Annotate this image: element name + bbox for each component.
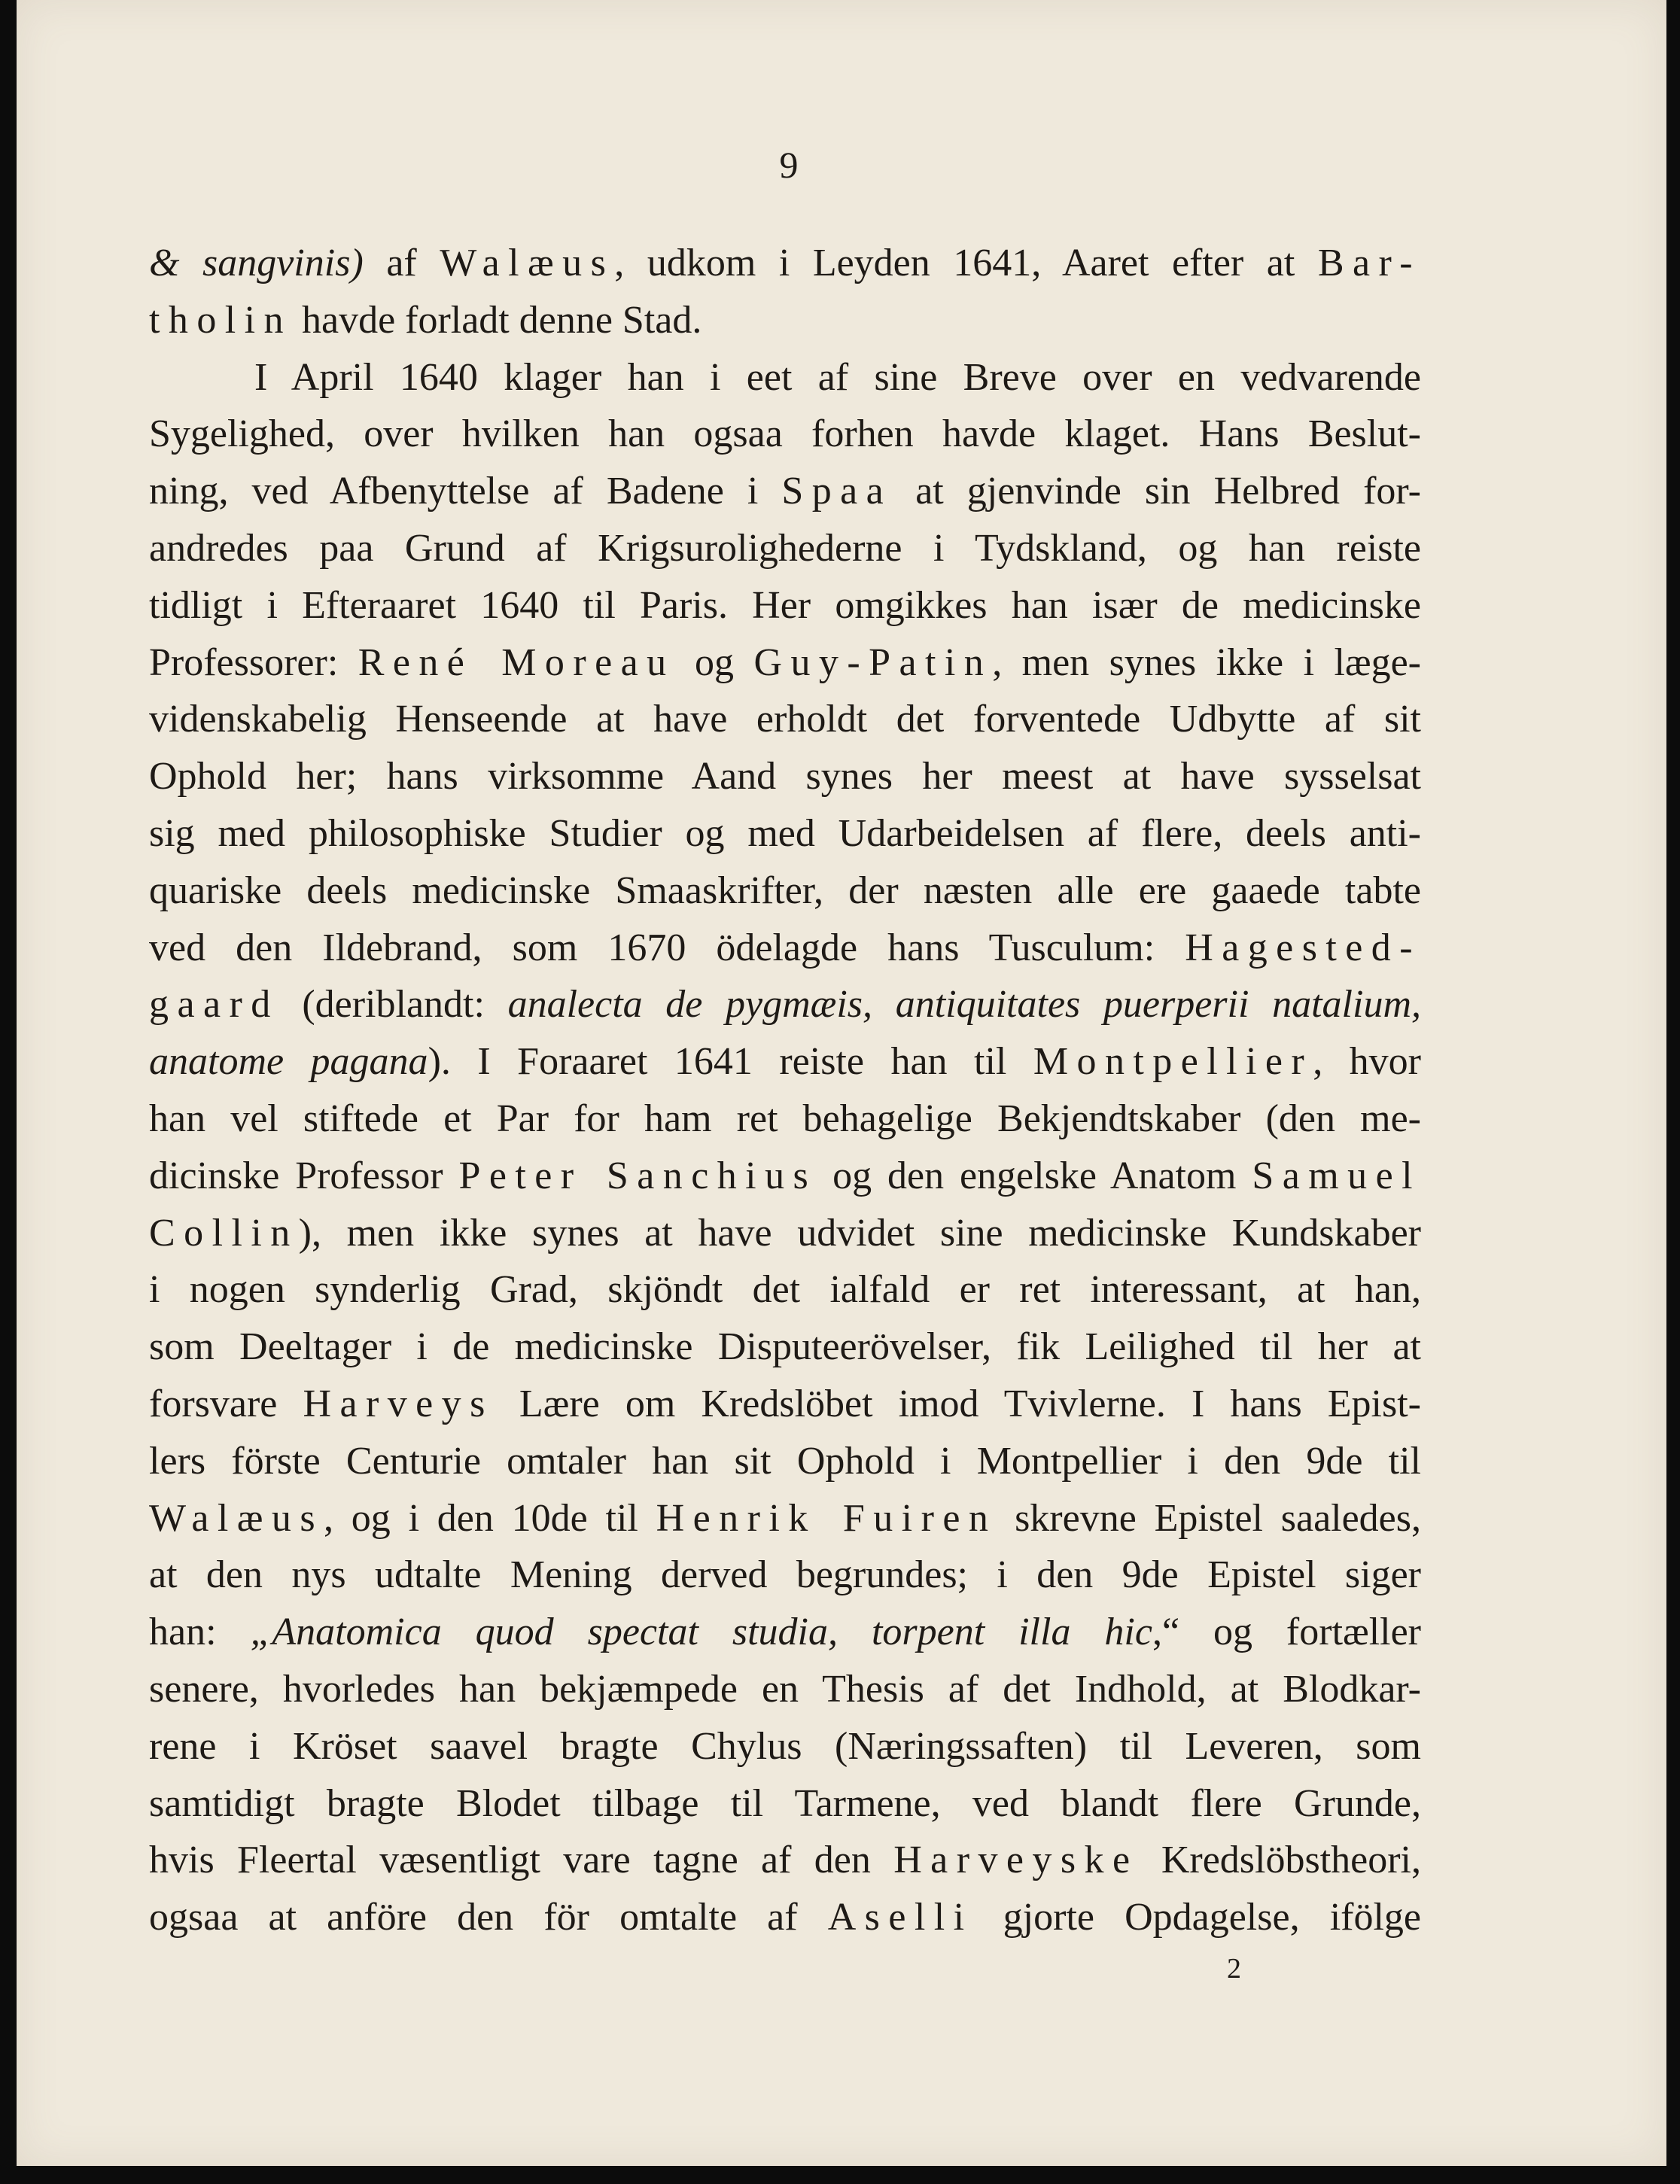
text-line (149, 1775, 1421, 1833)
text-run: han: (149, 1611, 251, 1654)
text-run: andredes paa Grund af Krigsurolighederne i Tydskland, og han reiste (149, 526, 1421, 570)
text-line (149, 1433, 1421, 1490)
text-line (149, 1832, 1421, 1889)
body-text (149, 235, 1421, 1946)
text-line (149, 976, 1421, 1033)
text-line (149, 1490, 1421, 1547)
text-line (149, 1261, 1421, 1319)
text-line (149, 292, 1421, 349)
text-run: (deriblandt: (278, 983, 508, 1027)
italic-phrase: anatome pagana (149, 1040, 428, 1084)
text-run: , udkom i Leyden 1641, Aaret efter at (614, 242, 1318, 284)
text-run: som Deeltager i de medicinske Disputeerövelser, fik Leilighed til her at (149, 1325, 1421, 1369)
text-run: ). I Foraaret 1641 reiste han til (428, 1040, 1033, 1084)
text-run: I April 1640 klager han i eet af sine Breve over en vedvarende (254, 355, 1421, 399)
text-run: Lære om Kredslöbet imod Tvivlerne. I hans Epist- (493, 1382, 1421, 1425)
text-run: Ophold her; hans virksomme Aand synes her meest at have sysselsat (149, 755, 1421, 798)
text-run: han vel stiftede et Par for ham ret behagelige Bekjendtskaber (den me- (149, 1097, 1421, 1140)
text-run: samtidigt bragte Blodet tilbage til Tarmene, ved blandt flere Grunde, (149, 1781, 1421, 1825)
text-run: Professorer: (149, 640, 358, 684)
spaced-name: Hagested- (1185, 926, 1421, 969)
text-run: Sygelighed, over hvilken han ogsaa forhen havde klaget. Hans Beslut- (149, 412, 1421, 456)
text-run: Kredslöbstheori, (1138, 1839, 1421, 1882)
text-run: gjorte Opdagelse, ifölge (972, 1896, 1421, 1939)
text-line (149, 634, 1421, 692)
text-line (149, 577, 1421, 634)
signature-mark: 2 (1227, 1953, 1241, 1985)
text-run: sig med philosophiske Studier og med Udarbeidelsen af flere, deels anti- (149, 811, 1421, 855)
text-line (149, 748, 1421, 805)
text-run: at den nys udtalte Mening derved begrundes; i den 9de Epistel siger (149, 1553, 1421, 1597)
spaced-name: Harveys (303, 1382, 494, 1425)
text-run: og den engelske Anatom (817, 1154, 1252, 1197)
text-line (149, 1319, 1421, 1376)
spaced-name: Spaa (781, 470, 893, 513)
text-line (149, 805, 1421, 862)
text-run: rene i Kröset saavel bragte Chylus (Næringssaften) til Leveren, som (149, 1724, 1421, 1768)
text-line (149, 862, 1421, 920)
text-line (149, 406, 1421, 463)
text-line (149, 463, 1421, 520)
spaced-name: Walæus (149, 1496, 324, 1540)
text-run: at gjenvinde sin Helbred for- (892, 470, 1421, 513)
text-line (149, 1547, 1421, 1604)
spaced-name: Guy-Patin (753, 640, 993, 684)
text-run: ,“ og fortæller (1152, 1611, 1421, 1654)
text-run: af (363, 242, 440, 284)
text-run: senere, hvorledes han bekjæmpede en Thesis af det Indhold, at Blodkar- (149, 1667, 1421, 1711)
text-run: videnskabelig Henseende at have erholdt det forventede Udbytte af sit (149, 698, 1421, 741)
text-run: havde forladt denne Stad. (291, 298, 702, 342)
book-page (17, 0, 1666, 2166)
text-run: skrevne Epistel saaledes, (997, 1496, 1422, 1540)
text-run: dicinske Professor (149, 1154, 459, 1197)
spaced-name: Aselli (827, 1896, 973, 1939)
text-run: , hvor (1313, 1040, 1421, 1084)
text-run: forsvare (149, 1382, 303, 1425)
spaced-name: gaard (149, 983, 279, 1027)
italic-phrase: „Anatomica quod spectat studia, torpent illa hic (250, 1611, 1152, 1654)
text-run: quariske deels medicinske Smaaskrifter, der næsten alle ere gaaede tabte (149, 868, 1421, 912)
text-run: tidligt i Efteraaret 1640 til Paris. Her omgikkes han især de medicinske (149, 583, 1421, 627)
spaced-name: Peter Sanchius (458, 1154, 817, 1197)
spaced-name: tholin (149, 298, 292, 342)
text-run: og (674, 640, 754, 684)
spaced-name: Bar- (1317, 242, 1421, 284)
text-run: ), men ikke synes at have udvidet sine medicinske Kundskaber (298, 1211, 1421, 1255)
page-number: 9 (779, 144, 799, 186)
text-line (149, 1090, 1421, 1148)
spaced-name: Harveyske (893, 1839, 1139, 1882)
text-line (149, 349, 1421, 406)
text-line (149, 1604, 1421, 1661)
italic-phrase: & sangvinis) (149, 242, 364, 284)
text-line (149, 920, 1421, 977)
spaced-name: Walæus (440, 242, 615, 284)
spaced-name: Henrik Fuiren (656, 1496, 997, 1540)
text-run: lers förste Centurie omtaler han sit Ophold i Montpellier i den 9de til (149, 1439, 1421, 1483)
text-line (149, 1889, 1421, 1946)
spaced-name: Samuel (1252, 1154, 1421, 1197)
text-run: ogsaa at anföre den för omtalte af (149, 1896, 828, 1939)
text-line (149, 1033, 1421, 1090)
text-line (149, 1205, 1421, 1262)
spaced-name: René Moreau (358, 640, 675, 684)
text-run: , men synes ikke i læge- (992, 640, 1421, 684)
text-line (149, 235, 1421, 292)
spaced-name: Montpellier (1033, 1040, 1313, 1084)
text-line (149, 520, 1421, 577)
text-line (149, 1718, 1421, 1775)
text-run: hvis Fleertal væsentligt vare tagne af den (149, 1839, 894, 1882)
text-line (149, 691, 1421, 748)
spaced-name: Collin (149, 1211, 299, 1255)
text-run: i nogen synderlig Grad, skjöndt det ialfald er ret interessant, at han, (149, 1268, 1421, 1312)
text-line (149, 1148, 1421, 1205)
text-run: ved den Ildebrand, som 1670 ödelagde hans Tusculum: (149, 926, 1185, 969)
text-run: , og i den 10de til (324, 1496, 656, 1540)
italic-phrase: analecta de pygmæis, antiquitates puerperii natalium, (507, 983, 1421, 1027)
text-run: ning, ved Afbenyttelse af Badene i (149, 470, 782, 513)
text-line (149, 1376, 1421, 1433)
text-line (149, 1661, 1421, 1718)
